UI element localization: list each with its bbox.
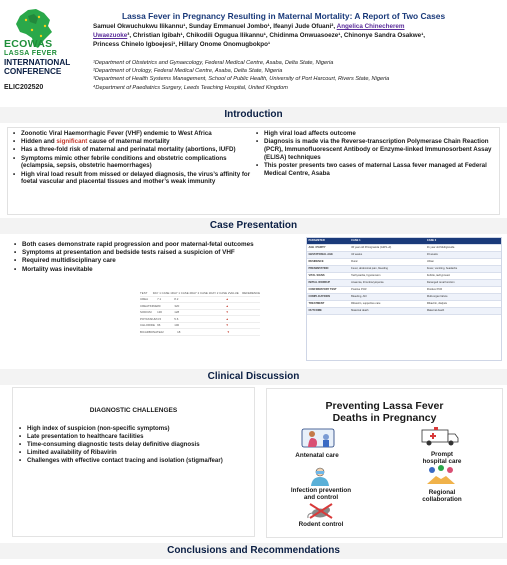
intro-bullet-text: cause of maternal mortality: [87, 138, 170, 146]
cmp-table-row: [307, 294, 501, 301]
cmp-table-cell: VITAL SIGNS: [308, 273, 325, 277]
intro-bullet: • High viral load affects outcome: [256, 130, 496, 138]
cmp-table-cell: COMPLICATIONS: [308, 294, 331, 298]
case-bullet: • Symptoms at presentation and bedside tests raised a suspicion of VHF: [14, 249, 314, 257]
intro-bullet: [13, 138, 251, 146]
cmp-table-row: [307, 245, 501, 252]
lab-table-cell: SODIUM: [140, 310, 152, 315]
diagnostic-challenges-list: [19, 425, 253, 465]
prevention-ipc-label: [276, 487, 366, 501]
lab-col-header: DAY 1 CASE 2: [171, 290, 192, 295]
logo-text-ecowas: ECOWAS: [4, 38, 53, 50]
section-title-clinical-discussion: Clinical Discussion: [0, 369, 507, 385]
intro-bullet: • This poster presents two cases of maternal Lassa fever managed at Federal Medical Centre, Asaba: [256, 162, 496, 178]
intro-bullet-text: Symptoms mimic other febrile conditions and obstetric complications (eclampsia, sepsis, obstetric haemorrhages): [21, 154, 227, 170]
cmp-table-cell: Maternal death: [351, 308, 369, 312]
lab-table-cell: POTASSIUM: [140, 316, 157, 321]
cmp-table-row: [307, 287, 501, 294]
prevention-regional-label: [405, 489, 479, 503]
author-list: [93, 22, 503, 50]
introduction-right-column: [256, 130, 496, 178]
lab-table-cell: BICARBONATE: [140, 329, 161, 334]
cmp-table-cell: 31 year old Multigravida: [426, 245, 455, 249]
prevention-prompt-label: [405, 451, 479, 465]
cmp-table-row: [307, 259, 501, 266]
prevention-antenatal-label: Antenatal care: [295, 452, 339, 459]
lab-table-cell: ▼: [225, 323, 229, 328]
intro-bullet-text: High viral load result from missed or delayed diagnosis, the virus’s affinity for foetal vascular and placental tissues and mother’s weak immunity: [21, 170, 251, 186]
lab-table-body: [140, 297, 260, 336]
logo-text-conference: CONFERENCE: [4, 67, 62, 76]
lab-table-cell: ▲: [225, 297, 229, 302]
conference-logo: [4, 8, 86, 92]
cmp-table-cell: Ribavirin, supportive care: [351, 301, 381, 305]
lab-col-header: TEST: [140, 290, 148, 295]
lab-table-cell: 22: [160, 329, 164, 334]
intro-bullet-text: Zoonotic Viral Haemorrhagic Fever (VHF) endemic to West Africa: [21, 130, 212, 137]
rodent-icon: [306, 502, 336, 520]
cmp-table-cell: Positive PCR: [351, 287, 367, 291]
affiliations: [93, 59, 503, 92]
lab-table-cell: ▲: [225, 316, 229, 321]
lab-table-cell: CREATININE: [140, 303, 158, 308]
cmp-col-header: CASE 1: [351, 238, 361, 242]
cmp-table-cell: Ribavirin, dialysis: [426, 301, 447, 305]
cmp-table-cell: Deranged renal function: [426, 280, 455, 284]
cmp-table-cell: 33 weeks: [426, 252, 438, 256]
cmp-table-cell: Maternal death: [426, 308, 445, 312]
cmp-table-cell: Anaemia, thrombocytopenia: [351, 280, 384, 284]
diagnostic-challenges-title: DIAGNOSTIC CHALLENGES: [89, 407, 178, 414]
poster-header: [0, 0, 507, 100]
cmp-table-cell: Febrile, tachypnoeic: [426, 273, 451, 277]
cmp-table-cell: Urban: [426, 259, 434, 263]
affiliation-4: ⁴Department of Paediatrics Surgery, Leeds Teaching Hospital, United Kingdom: [93, 84, 288, 91]
ambulance-icon: [420, 424, 460, 448]
intro-highlight-word: significant: [56, 138, 88, 146]
lab-table-cell: ▼: [226, 329, 230, 334]
case-presentation-bullets: [14, 241, 314, 274]
lab-table-row: [140, 329, 260, 336]
lab-table-cell: ▲: [225, 303, 229, 308]
pregnant-woman-icon: [300, 427, 336, 449]
introduction-left-column: [13, 130, 251, 187]
case-bullet: • Both cases demonstrate rapid progression and poor maternal-fetal outcomes: [14, 241, 314, 249]
cmp-table-row: [307, 301, 501, 308]
lab-col-header: REFERENCE: [242, 290, 261, 295]
affiliation-1: ¹Department of Obstetrics and Gynaecology, Federal Medical Centre, Asaba, Delta State, Nigeria: [93, 60, 334, 66]
cmp-table-row: [307, 266, 501, 273]
prompt-line-2: hospital care: [422, 458, 462, 465]
lab-table-cell: 130: [157, 310, 162, 315]
prevention-title-line-2: Deaths in Pregnancy: [332, 412, 437, 424]
intro-bullet: [13, 146, 251, 154]
lab-table-cell: 4.5: [157, 316, 162, 321]
lab-table-cell: 128: [174, 310, 180, 315]
intro-bullet-text: Has a three-fold risk of maternal and perinatal mortality (abortions, IUFD): [21, 146, 236, 154]
cmp-table-cell: Bleeding, AKI: [351, 294, 367, 298]
lab-table-cell: 100: [174, 323, 180, 328]
cmp-table-row: [307, 308, 501, 315]
cmp-table-cell: GESTATIONAL AGE: [308, 252, 333, 256]
cmp-table-cell: Positive PCR: [426, 287, 443, 291]
challenge-bullet: • High index of suspicion (non-specific symptoms): [19, 425, 253, 433]
challenge-bullet: • Challenges with effective contact tracing and isolation (stigma/fear): [19, 457, 253, 465]
intro-bullet: • Diagnosis is made via the Reverse-transcription Polymerase Chain Reaction (PCR), Immunofluorescent Antibody or Enzyme-linked Immunosorbent Assay (ELISA) techniques: [256, 138, 496, 161]
lab-table-cell: 320: [174, 303, 180, 308]
intro-bullet: [13, 155, 251, 171]
challenge-bullet: • Limited availability of Ribavirin: [19, 449, 253, 457]
case-bullet: • Mortality was inevitable: [14, 266, 314, 274]
lab-table-cell: UREA: [140, 297, 149, 302]
protective-gear-icon: [304, 466, 336, 486]
cmp-table-cell: TREATMENT: [308, 301, 325, 305]
cmp-table-cell: 34 weeks: [351, 252, 363, 256]
lab-table-cell: 80: [157, 303, 161, 308]
intro-bullet: [13, 171, 251, 187]
regional-line-2: collaboration: [422, 496, 462, 503]
intro-bullet-text: Hidden and: [21, 138, 57, 146]
section-title-case-presentation: Case Presentation: [0, 218, 507, 234]
poster-code: ELIC202520: [4, 84, 44, 91]
lab-table-cell: 5.6: [174, 316, 179, 321]
regional-line-1: Regional: [428, 489, 456, 496]
cmp-table-cell: CONFIRMATORY TEST: [308, 287, 337, 291]
lab-col-header: DAY 2 CASE 1: [191, 290, 211, 295]
cmp-table-body: [307, 245, 501, 315]
cmp-table-header: [307, 238, 501, 245]
lab-col-header: DAY 1 CASE 1: [152, 290, 172, 295]
cmp-table-cell: OUTCOME: [308, 308, 322, 312]
lab-table-cell: 7.1: [157, 297, 162, 302]
logo-text-international: INTERNATIONAL: [4, 58, 71, 67]
lab-table-cell: ▼: [225, 310, 229, 315]
authors-line-1: Samuel Okwuchukwu Ilikannu¹, Sunday Emmanuel Jombo¹, Ifeanyi Jude Ofuani²,: [93, 23, 337, 30]
cmp-table-cell: 36 year old Primigravida (G2P1+0): [351, 245, 392, 249]
intro-bullet: [13, 130, 251, 138]
affiliation-2: ²Department of Urology, Federal Medical Centre, Asaba, Delta State, Nigeria: [93, 68, 283, 75]
cmp-table-cell: RESIDENCE: [308, 259, 324, 263]
ipc-line-1: Infection prevention: [290, 487, 352, 494]
lab-col-header: DAY 2 CASE 2: [210, 290, 230, 295]
author-underlined-surname: Uwaezuoke: [93, 32, 128, 40]
cmp-table-row: [307, 280, 501, 287]
case-bullet: • Required multidisciplinary care: [14, 257, 314, 265]
poster-title: Lassa Fever in Pregnancy Resulting in Maternal Mortality: A Report of Two Cases: [122, 11, 446, 21]
prevention-title-line-1: Preventing Lassa Fever: [325, 400, 444, 412]
affiliation-3: ³Department of Health Systems Management, School of Public Health, University of Port Harcourt, Rivers State, Nigeria: [93, 76, 390, 83]
lab-results-table: [140, 290, 260, 336]
prevention-rodent-label: Rodent control: [298, 521, 344, 528]
prevention-title: [266, 400, 503, 424]
author-underlined: Angelica Chinecherem: [336, 23, 405, 30]
case-comparison-table: [306, 237, 502, 361]
cmp-col-header: PARAMETER: [308, 238, 325, 242]
logo-text-lassa: LASSA FEVER: [4, 50, 58, 57]
lab-col-header: VALUE: [229, 290, 239, 295]
lab-table-cell: CHLORIDE: [140, 323, 155, 328]
lab-table-cell: 8.2: [174, 297, 179, 302]
challenge-bullet: • Late presentation to healthcare facilities: [19, 433, 253, 441]
cmp-col-header: CASE 2: [426, 238, 437, 242]
cmp-table-cell: INITIAL WORKUP: [308, 280, 331, 284]
authors-line-3: Princess Chinelo Igboejesi¹, Hillary Onome Onomugbokpo¹: [93, 41, 271, 49]
cmp-table-cell: AGE / PARITY: [308, 245, 326, 249]
cmp-table-cell: Fever, abdominal pain, bleeding: [351, 266, 388, 270]
ipc-line-2: and control: [303, 494, 339, 501]
lab-table-cell: 18: [177, 329, 181, 334]
cmp-table-cell: Rural: [351, 259, 358, 263]
challenge-bullet: • Time-consuming diagnostic tests delay definitive diagnosis: [19, 441, 253, 449]
prompt-line-1: Prompt: [430, 451, 454, 458]
cmp-table-row: [307, 252, 501, 259]
cmp-table-row: [307, 273, 501, 280]
cmp-table-cell: Fever, vomiting, headache: [426, 266, 458, 270]
handshake-icon: [424, 464, 458, 486]
lab-table-cell: 96: [157, 323, 161, 328]
authors-line-2: ³, Christian Igibah¹, Chikodili Ogugua Ilikannu¹, Chidinma Onwuasoeze¹, Chinonye Sandra Osakwe¹,: [127, 32, 426, 40]
cmp-table-cell: Tachycardia, hypotension: [351, 273, 381, 277]
section-title-introduction: Introduction: [0, 107, 507, 123]
cmp-table-cell: Multi-organ failure: [426, 294, 448, 298]
section-title-conclusions: Conclusions and Recommendations: [0, 543, 507, 559]
cmp-table-cell: PRESENTATION: [308, 266, 329, 270]
